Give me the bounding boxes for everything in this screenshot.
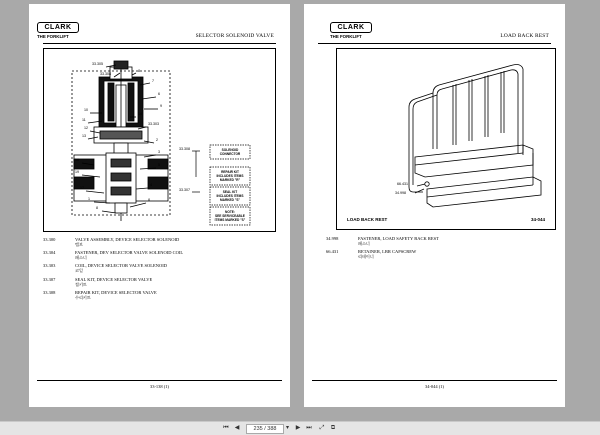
diagram-callout: 16	[75, 158, 79, 162]
diagram-callout: 33.308	[100, 72, 111, 76]
page-footer-number: 33-138 (1)	[149, 384, 170, 389]
clark-logo	[37, 22, 79, 39]
clark-logo	[330, 22, 372, 39]
part-number: 34.998	[326, 236, 339, 241]
diagram-callout: 33.307	[179, 188, 190, 192]
logo-subtitle: THE FORKLIFT	[330, 34, 362, 39]
parts-list-left	[43, 237, 280, 303]
diagram-callout: 12	[84, 126, 88, 130]
part-number: 33.304	[43, 250, 56, 256]
footer-divider	[312, 380, 557, 381]
last-page-icon[interactable]: ⏭	[306, 425, 312, 431]
diagram-callout: 5	[158, 163, 160, 167]
part-korean: 씰키트	[75, 281, 87, 287]
diagram-callout: 19	[75, 170, 79, 174]
part-korean: 코일	[75, 268, 83, 274]
part-description: FASTENER, LOAD SAFETY BACK REST	[358, 236, 439, 241]
diagram-callout: 7	[152, 79, 154, 83]
list-item	[43, 290, 280, 300]
page-footer-number: 34-044 (1)	[424, 384, 445, 389]
header-divider	[43, 43, 276, 44]
part-number: 66.431	[326, 249, 339, 255]
diagram-callout: 1	[88, 197, 90, 201]
header-divider	[318, 43, 551, 44]
valve-diagram	[44, 49, 277, 233]
figure-number: 34-044	[530, 217, 545, 222]
part-description: REPAIR KIT, DEVICE SELECTOR VALVE	[75, 289, 157, 295]
diagram-callout: 8	[138, 69, 140, 73]
backrest-diagram-figure	[336, 48, 556, 230]
box-seal-line3: MARKED "S"	[219, 198, 241, 202]
valve-diagram-figure	[43, 48, 276, 232]
list-item	[43, 250, 280, 260]
page-title: LOAD BACK REST	[500, 33, 549, 39]
box-seal-line2: INCLUDES ITEMS	[216, 194, 244, 198]
part-korean: 밸브	[75, 242, 83, 247]
diagram-callout: 8	[96, 206, 98, 210]
parts-list-right	[326, 236, 555, 262]
part-description: RETAINER, LBR CAPSCREW	[358, 249, 417, 255]
box-seal-line1: SEAL KIT	[222, 190, 238, 194]
box-repair-line3: MARKED "R"	[219, 178, 241, 182]
first-page-icon[interactable]: ⏮	[223, 425, 229, 431]
page-title: SELECTOR SOLENOID VALVE	[195, 33, 274, 39]
diagram-callout: 4	[150, 183, 152, 187]
diagram-callout: 9	[160, 104, 162, 108]
box-repair-line2: INCLUDES ITEMS	[216, 174, 244, 178]
logo-subtitle: THE FORKLIFT	[37, 34, 69, 39]
part-korean: 수리키트	[75, 294, 91, 300]
box-note-line2: SEE SERVICEABLE	[215, 214, 245, 218]
diagram-callout: 33.303	[148, 122, 159, 126]
two-page-view-icon[interactable]: ⧉	[330, 425, 336, 431]
logo-brand: CLARK	[330, 22, 372, 33]
page-dropdown-icon[interactable]: ▾	[285, 425, 289, 431]
diagram-callout: 11	[82, 118, 86, 122]
box-solenoid-line2: CONNECTOR	[219, 152, 241, 156]
logo-brand: CLARK	[37, 22, 79, 33]
diagram-callout: 33.308	[179, 147, 190, 151]
part-number: 33.303	[43, 263, 56, 269]
figure-caption: LOAD BACK REST	[347, 217, 388, 222]
fit-page-icon[interactable]: ⤢	[319, 425, 325, 431]
part-korean: 리테이너	[358, 254, 374, 260]
part-description: SEAL KIT, DEVICE SELECTOR VALVE	[75, 276, 153, 282]
footer-divider	[37, 380, 282, 381]
diagram-callout: 10	[84, 108, 88, 112]
part-number: 33.308	[43, 289, 56, 295]
previous-page-icon[interactable]: ◀	[234, 425, 240, 431]
pdf-viewer-toolbar	[0, 421, 600, 435]
box-repair-line1: REPAIR KIT	[221, 170, 239, 174]
diagram-callout: 3	[158, 150, 160, 154]
diagram-callout: 13	[82, 134, 86, 138]
part-description: COIL, DEVICE SELECTOR VALVE SOLENOID	[75, 263, 167, 269]
next-page-icon[interactable]: ▶	[295, 425, 301, 431]
part-number: 33.300	[43, 237, 56, 242]
diagram-callout: 33.305	[92, 62, 103, 66]
diagram-callout: 8	[148, 198, 150, 202]
list-item	[326, 236, 555, 246]
diagram-callout: 6	[158, 92, 160, 96]
document-page-right	[304, 4, 565, 407]
backrest-diagram	[337, 49, 557, 231]
diagram-callout: 14	[138, 112, 142, 116]
box-note-line1: NOTE:	[225, 210, 235, 214]
box-note-line3: ITEMS MARKED "S"	[214, 218, 246, 222]
document-page-left	[29, 4, 290, 407]
part-number: 33.307	[43, 276, 56, 282]
callout-34998: 34.998	[395, 191, 406, 195]
part-korean: 패스너	[75, 255, 87, 261]
part-description: VALVE ASSEMBLY, DEVICE SELECTOR SOLENOID	[75, 237, 180, 242]
part-description: FASTENER, DEV SELECTOR VALVE SOLENOID COIL	[75, 250, 184, 256]
list-item	[43, 277, 280, 287]
page-number-input[interactable]: 235 / 388	[246, 424, 284, 434]
box-solenoid-line1: SOLENOID	[221, 148, 239, 152]
diagram-callout: 17	[80, 186, 84, 190]
diagram-callout: 2	[156, 138, 158, 142]
callout-66431: 66.431	[397, 182, 408, 186]
list-item	[43, 263, 280, 273]
list-item	[43, 237, 280, 247]
part-korean: 패스너	[358, 241, 370, 246]
list-item	[326, 249, 555, 259]
